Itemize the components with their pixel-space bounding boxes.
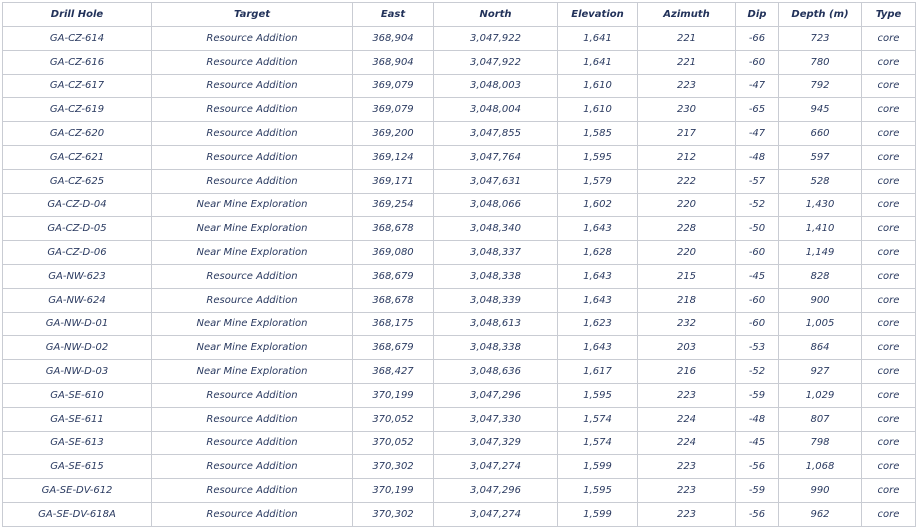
target-cell: Resource Addition bbox=[152, 74, 353, 98]
type-cell: core bbox=[862, 455, 916, 479]
north-cell: 3,048,004 bbox=[434, 98, 558, 122]
table-row bbox=[3, 264, 916, 288]
type-cell: core bbox=[862, 336, 916, 360]
column-header-azimuth: Azimuth bbox=[638, 3, 736, 27]
azimuth-cell: 230 bbox=[638, 98, 736, 122]
type-cell: core bbox=[862, 50, 916, 74]
target-cell: Resource Addition bbox=[152, 383, 353, 407]
target-cell: Near Mine Exploration bbox=[152, 360, 353, 384]
column-header-depth: Depth (m) bbox=[779, 3, 862, 27]
table-row bbox=[3, 407, 916, 431]
table-row bbox=[3, 193, 916, 217]
drill-hole-cell: GA-NW-623 bbox=[3, 264, 152, 288]
north-cell: 3,048,339 bbox=[434, 288, 558, 312]
target-cell: Resource Addition bbox=[152, 455, 353, 479]
type-cell: core bbox=[862, 502, 916, 526]
table-row bbox=[3, 169, 916, 193]
table-row bbox=[3, 455, 916, 479]
east-cell: 369,079 bbox=[353, 74, 434, 98]
type-cell: core bbox=[862, 383, 916, 407]
drill-hole-cell: GA-SE-615 bbox=[3, 455, 152, 479]
north-cell: 3,047,296 bbox=[434, 383, 558, 407]
east-cell: 368,904 bbox=[353, 27, 434, 51]
drill-hole-cell: GA-CZ-619 bbox=[3, 98, 152, 122]
drill-hole-cell: GA-NW-624 bbox=[3, 288, 152, 312]
dip-cell: -60 bbox=[736, 50, 779, 74]
type-cell: core bbox=[862, 241, 916, 265]
north-cell: 3,047,922 bbox=[434, 50, 558, 74]
drill-hole-cell: GA-SE-610 bbox=[3, 383, 152, 407]
drill-hole-cell: GA-CZ-614 bbox=[3, 27, 152, 51]
target-cell: Near Mine Exploration bbox=[152, 193, 353, 217]
column-header-east: East bbox=[353, 3, 434, 27]
column-header-drill-hole: Drill Hole bbox=[3, 3, 152, 27]
drill-hole-table bbox=[2, 2, 916, 527]
type-cell: core bbox=[862, 312, 916, 336]
dip-cell: -52 bbox=[736, 360, 779, 384]
drill-hole-cell: GA-NW-D-03 bbox=[3, 360, 152, 384]
target-cell: Resource Addition bbox=[152, 27, 353, 51]
east-cell: 369,079 bbox=[353, 98, 434, 122]
north-cell: 3,048,338 bbox=[434, 264, 558, 288]
elevation-cell: 1,574 bbox=[558, 407, 638, 431]
table-row bbox=[3, 50, 916, 74]
east-cell: 370,302 bbox=[353, 455, 434, 479]
target-cell: Near Mine Exploration bbox=[152, 336, 353, 360]
east-cell: 368,679 bbox=[353, 264, 434, 288]
azimuth-cell: 223 bbox=[638, 383, 736, 407]
elevation-cell: 1,595 bbox=[558, 383, 638, 407]
drill-hole-cell: GA-SE-611 bbox=[3, 407, 152, 431]
east-cell: 368,678 bbox=[353, 217, 434, 241]
depth-cell: 1,068 bbox=[779, 455, 862, 479]
azimuth-cell: 220 bbox=[638, 241, 736, 265]
elevation-cell: 1,641 bbox=[558, 27, 638, 51]
elevation-cell: 1,617 bbox=[558, 360, 638, 384]
azimuth-cell: 223 bbox=[638, 502, 736, 526]
east-cell: 370,302 bbox=[353, 502, 434, 526]
north-cell: 3,047,274 bbox=[434, 502, 558, 526]
table-row bbox=[3, 74, 916, 98]
azimuth-cell: 216 bbox=[638, 360, 736, 384]
elevation-cell: 1,595 bbox=[558, 145, 638, 169]
elevation-cell: 1,641 bbox=[558, 50, 638, 74]
elevation-cell: 1,602 bbox=[558, 193, 638, 217]
azimuth-cell: 224 bbox=[638, 431, 736, 455]
type-cell: core bbox=[862, 264, 916, 288]
elevation-cell: 1,595 bbox=[558, 479, 638, 503]
east-cell: 369,171 bbox=[353, 169, 434, 193]
north-cell: 3,047,764 bbox=[434, 145, 558, 169]
dip-cell: -53 bbox=[736, 336, 779, 360]
table-row bbox=[3, 383, 916, 407]
elevation-cell: 1,628 bbox=[558, 241, 638, 265]
target-cell: Resource Addition bbox=[152, 98, 353, 122]
azimuth-cell: 217 bbox=[638, 122, 736, 146]
dip-cell: -52 bbox=[736, 193, 779, 217]
azimuth-cell: 203 bbox=[638, 336, 736, 360]
north-cell: 3,048,337 bbox=[434, 241, 558, 265]
azimuth-cell: 232 bbox=[638, 312, 736, 336]
type-cell: core bbox=[862, 27, 916, 51]
table-row bbox=[3, 217, 916, 241]
target-cell: Resource Addition bbox=[152, 407, 353, 431]
north-cell: 3,048,066 bbox=[434, 193, 558, 217]
drill-hole-cell: GA-CZ-620 bbox=[3, 122, 152, 146]
target-cell: Resource Addition bbox=[152, 169, 353, 193]
table-row bbox=[3, 479, 916, 503]
east-cell: 368,904 bbox=[353, 50, 434, 74]
azimuth-cell: 212 bbox=[638, 145, 736, 169]
depth-cell: 828 bbox=[779, 264, 862, 288]
dip-cell: -48 bbox=[736, 145, 779, 169]
table-body bbox=[3, 27, 916, 527]
elevation-cell: 1,643 bbox=[558, 288, 638, 312]
north-cell: 3,048,338 bbox=[434, 336, 558, 360]
depth-cell: 798 bbox=[779, 431, 862, 455]
table-row bbox=[3, 98, 916, 122]
north-cell: 3,047,329 bbox=[434, 431, 558, 455]
type-cell: core bbox=[862, 479, 916, 503]
azimuth-cell: 222 bbox=[638, 169, 736, 193]
east-cell: 370,052 bbox=[353, 407, 434, 431]
type-cell: core bbox=[862, 360, 916, 384]
azimuth-cell: 228 bbox=[638, 217, 736, 241]
azimuth-cell: 220 bbox=[638, 193, 736, 217]
type-cell: core bbox=[862, 98, 916, 122]
type-cell: core bbox=[862, 122, 916, 146]
north-cell: 3,047,330 bbox=[434, 407, 558, 431]
drill-hole-cell: GA-CZ-616 bbox=[3, 50, 152, 74]
depth-cell: 792 bbox=[779, 74, 862, 98]
dip-cell: -57 bbox=[736, 169, 779, 193]
target-cell: Resource Addition bbox=[152, 122, 353, 146]
east-cell: 368,679 bbox=[353, 336, 434, 360]
type-cell: core bbox=[862, 169, 916, 193]
table-row bbox=[3, 241, 916, 265]
column-header-type: Type bbox=[862, 3, 916, 27]
east-cell: 368,175 bbox=[353, 312, 434, 336]
azimuth-cell: 221 bbox=[638, 50, 736, 74]
drill-hole-cell: GA-CZ-D-06 bbox=[3, 241, 152, 265]
depth-cell: 660 bbox=[779, 122, 862, 146]
depth-cell: 864 bbox=[779, 336, 862, 360]
elevation-cell: 1,643 bbox=[558, 336, 638, 360]
table-row bbox=[3, 145, 916, 169]
elevation-cell: 1,610 bbox=[558, 98, 638, 122]
azimuth-cell: 221 bbox=[638, 27, 736, 51]
dip-cell: -59 bbox=[736, 383, 779, 407]
depth-cell: 927 bbox=[779, 360, 862, 384]
target-cell: Near Mine Exploration bbox=[152, 312, 353, 336]
target-cell: Resource Addition bbox=[152, 264, 353, 288]
elevation-cell: 1,599 bbox=[558, 502, 638, 526]
target-cell: Resource Addition bbox=[152, 288, 353, 312]
target-cell: Resource Addition bbox=[152, 502, 353, 526]
type-cell: core bbox=[862, 288, 916, 312]
azimuth-cell: 215 bbox=[638, 264, 736, 288]
depth-cell: 597 bbox=[779, 145, 862, 169]
table-row bbox=[3, 336, 916, 360]
table-row bbox=[3, 27, 916, 51]
north-cell: 3,048,613 bbox=[434, 312, 558, 336]
drill-hole-cell: GA-CZ-D-04 bbox=[3, 193, 152, 217]
east-cell: 369,254 bbox=[353, 193, 434, 217]
dip-cell: -65 bbox=[736, 98, 779, 122]
dip-cell: -50 bbox=[736, 217, 779, 241]
type-cell: core bbox=[862, 431, 916, 455]
dip-cell: -45 bbox=[736, 431, 779, 455]
dip-cell: -60 bbox=[736, 288, 779, 312]
dip-cell: -66 bbox=[736, 27, 779, 51]
target-cell: Resource Addition bbox=[152, 431, 353, 455]
drill-hole-cell: GA-SE-613 bbox=[3, 431, 152, 455]
depth-cell: 780 bbox=[779, 50, 862, 74]
table-row bbox=[3, 502, 916, 526]
header-row bbox=[3, 3, 916, 27]
depth-cell: 528 bbox=[779, 169, 862, 193]
table-row bbox=[3, 360, 916, 384]
east-cell: 370,199 bbox=[353, 479, 434, 503]
dip-cell: -47 bbox=[736, 74, 779, 98]
dip-cell: -48 bbox=[736, 407, 779, 431]
elevation-cell: 1,623 bbox=[558, 312, 638, 336]
east-cell: 370,199 bbox=[353, 383, 434, 407]
drill-hole-cell: GA-SE-DV-618A bbox=[3, 502, 152, 526]
north-cell: 3,048,003 bbox=[434, 74, 558, 98]
north-cell: 3,048,340 bbox=[434, 217, 558, 241]
dip-cell: -60 bbox=[736, 312, 779, 336]
north-cell: 3,047,855 bbox=[434, 122, 558, 146]
depth-cell: 1,149 bbox=[779, 241, 862, 265]
drill-hole-cell: GA-CZ-625 bbox=[3, 169, 152, 193]
depth-cell: 1,029 bbox=[779, 383, 862, 407]
north-cell: 3,047,296 bbox=[434, 479, 558, 503]
type-cell: core bbox=[862, 145, 916, 169]
dip-cell: -60 bbox=[736, 241, 779, 265]
depth-cell: 723 bbox=[779, 27, 862, 51]
depth-cell: 807 bbox=[779, 407, 862, 431]
azimuth-cell: 224 bbox=[638, 407, 736, 431]
drill-hole-cell: GA-CZ-D-05 bbox=[3, 217, 152, 241]
east-cell: 370,052 bbox=[353, 431, 434, 455]
elevation-cell: 1,643 bbox=[558, 217, 638, 241]
east-cell: 368,427 bbox=[353, 360, 434, 384]
dip-cell: -56 bbox=[736, 455, 779, 479]
depth-cell: 900 bbox=[779, 288, 862, 312]
elevation-cell: 1,610 bbox=[558, 74, 638, 98]
depth-cell: 1,430 bbox=[779, 193, 862, 217]
depth-cell: 1,410 bbox=[779, 217, 862, 241]
east-cell: 369,080 bbox=[353, 241, 434, 265]
target-cell: Near Mine Exploration bbox=[152, 217, 353, 241]
table-row bbox=[3, 431, 916, 455]
drill-hole-cell: GA-SE-DV-612 bbox=[3, 479, 152, 503]
column-header-target: Target bbox=[152, 3, 353, 27]
azimuth-cell: 223 bbox=[638, 74, 736, 98]
target-cell: Near Mine Exploration bbox=[152, 241, 353, 265]
column-header-north: North bbox=[434, 3, 558, 27]
type-cell: core bbox=[862, 74, 916, 98]
elevation-cell: 1,643 bbox=[558, 264, 638, 288]
type-cell: core bbox=[862, 217, 916, 241]
dip-cell: -45 bbox=[736, 264, 779, 288]
dip-cell: -59 bbox=[736, 479, 779, 503]
type-cell: core bbox=[862, 193, 916, 217]
east-cell: 369,124 bbox=[353, 145, 434, 169]
type-cell: core bbox=[862, 407, 916, 431]
north-cell: 3,048,636 bbox=[434, 360, 558, 384]
depth-cell: 945 bbox=[779, 98, 862, 122]
drill-hole-cell: GA-NW-D-02 bbox=[3, 336, 152, 360]
east-cell: 368,678 bbox=[353, 288, 434, 312]
elevation-cell: 1,585 bbox=[558, 122, 638, 146]
elevation-cell: 1,599 bbox=[558, 455, 638, 479]
azimuth-cell: 218 bbox=[638, 288, 736, 312]
azimuth-cell: 223 bbox=[638, 479, 736, 503]
drill-hole-cell: GA-CZ-621 bbox=[3, 145, 152, 169]
table-row bbox=[3, 312, 916, 336]
column-header-elevation: Elevation bbox=[558, 3, 638, 27]
table-row bbox=[3, 288, 916, 312]
drill-hole-cell: GA-CZ-617 bbox=[3, 74, 152, 98]
elevation-cell: 1,579 bbox=[558, 169, 638, 193]
depth-cell: 1,005 bbox=[779, 312, 862, 336]
east-cell: 369,200 bbox=[353, 122, 434, 146]
north-cell: 3,047,922 bbox=[434, 27, 558, 51]
drill-hole-cell: GA-NW-D-01 bbox=[3, 312, 152, 336]
dip-cell: -56 bbox=[736, 502, 779, 526]
table-row bbox=[3, 122, 916, 146]
target-cell: Resource Addition bbox=[152, 479, 353, 503]
north-cell: 3,047,631 bbox=[434, 169, 558, 193]
north-cell: 3,047,274 bbox=[434, 455, 558, 479]
target-cell: Resource Addition bbox=[152, 50, 353, 74]
elevation-cell: 1,574 bbox=[558, 431, 638, 455]
dip-cell: -47 bbox=[736, 122, 779, 146]
depth-cell: 962 bbox=[779, 502, 862, 526]
depth-cell: 990 bbox=[779, 479, 862, 503]
column-header-dip: Dip bbox=[736, 3, 779, 27]
target-cell: Resource Addition bbox=[152, 145, 353, 169]
azimuth-cell: 223 bbox=[638, 455, 736, 479]
